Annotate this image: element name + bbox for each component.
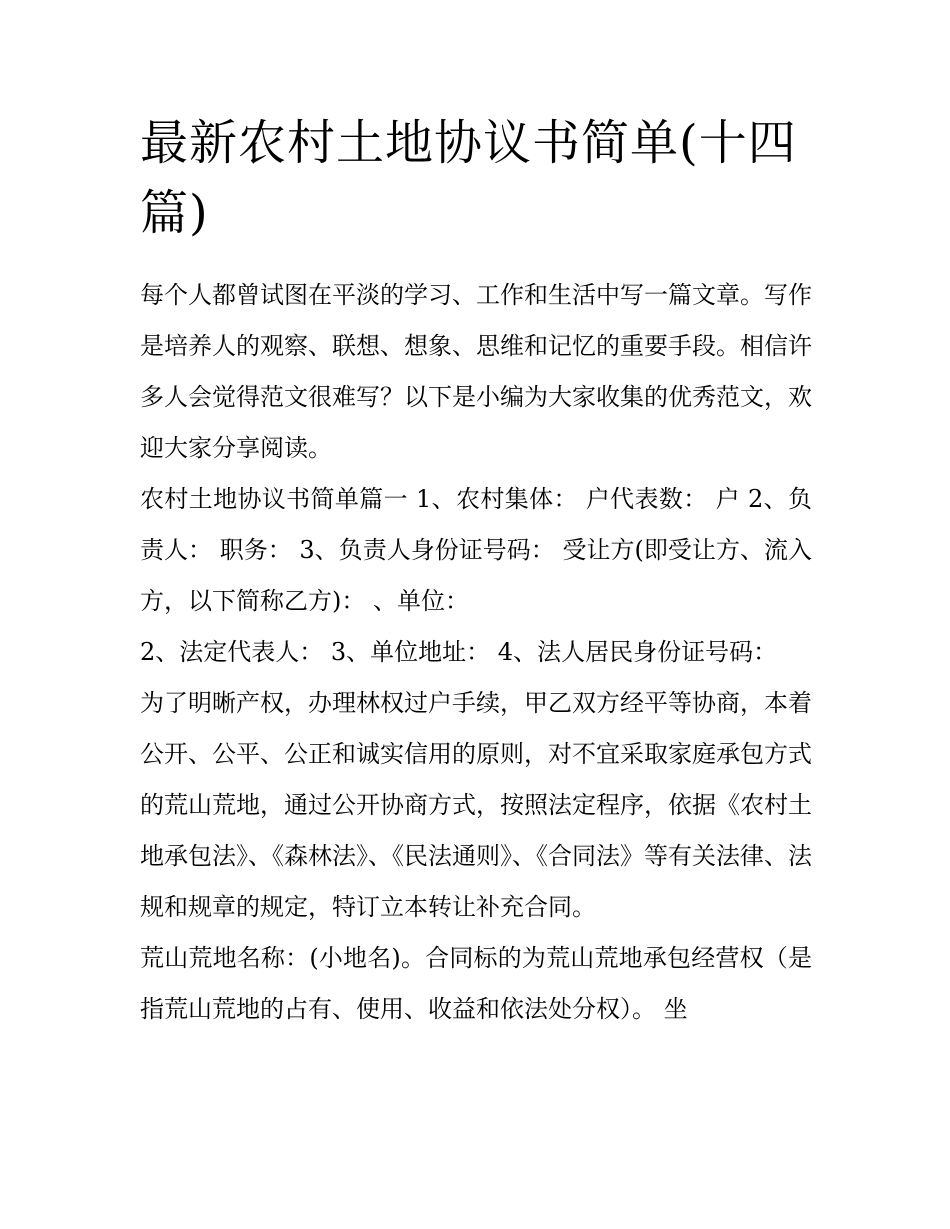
paragraph-parties: 农村土地协议书简单篇一 1、农村集体： 户代表数： 户 2、负责人： 职务： 3、负责人身份证号码： 受让方(即受让方、流入方，以下简称乙方)： 、单位：: [140, 485, 812, 615]
paragraph-intro: 每个人都曾试图在平淡的学习、工作和生活中写一篇文章。写作是培养人的观察、联想、想象、思维和记忆的重要手段。相信许多人会觉得范文很难写？以下是小编为大家收集的优秀范文，欢迎大家分享阅读。: [140, 281, 812, 462]
document-body: [140, 108, 812, 1035]
document-title: 最新农村土地协议书简单(十四篇): [140, 115, 797, 241]
paragraph-purpose: 为了明晰产权，办理林权过户手续，甲乙双方经平等协商，本着公开、公平、公正和诚实信用的原则，对不宜采取家庭承包方式的荒山荒地，通过公开协商方式，按照法定程序，依据《农村土地承包法》、《森林法》、《民法通则》、《合同法》等有关法律、法规和规章的规定，特订立本转让补充合同。: [140, 689, 812, 921]
paragraph-land-name: 荒山荒地名称：(小地名)。合同标的为荒山荒地承包经营权（是指荒山荒地的占有、使用、收益和依法处分权）。 坐: [140, 944, 812, 1023]
paragraph-representative: 2、法定代表人： 3、单位地址： 4、法人居民身份证号码：: [140, 638, 778, 666]
